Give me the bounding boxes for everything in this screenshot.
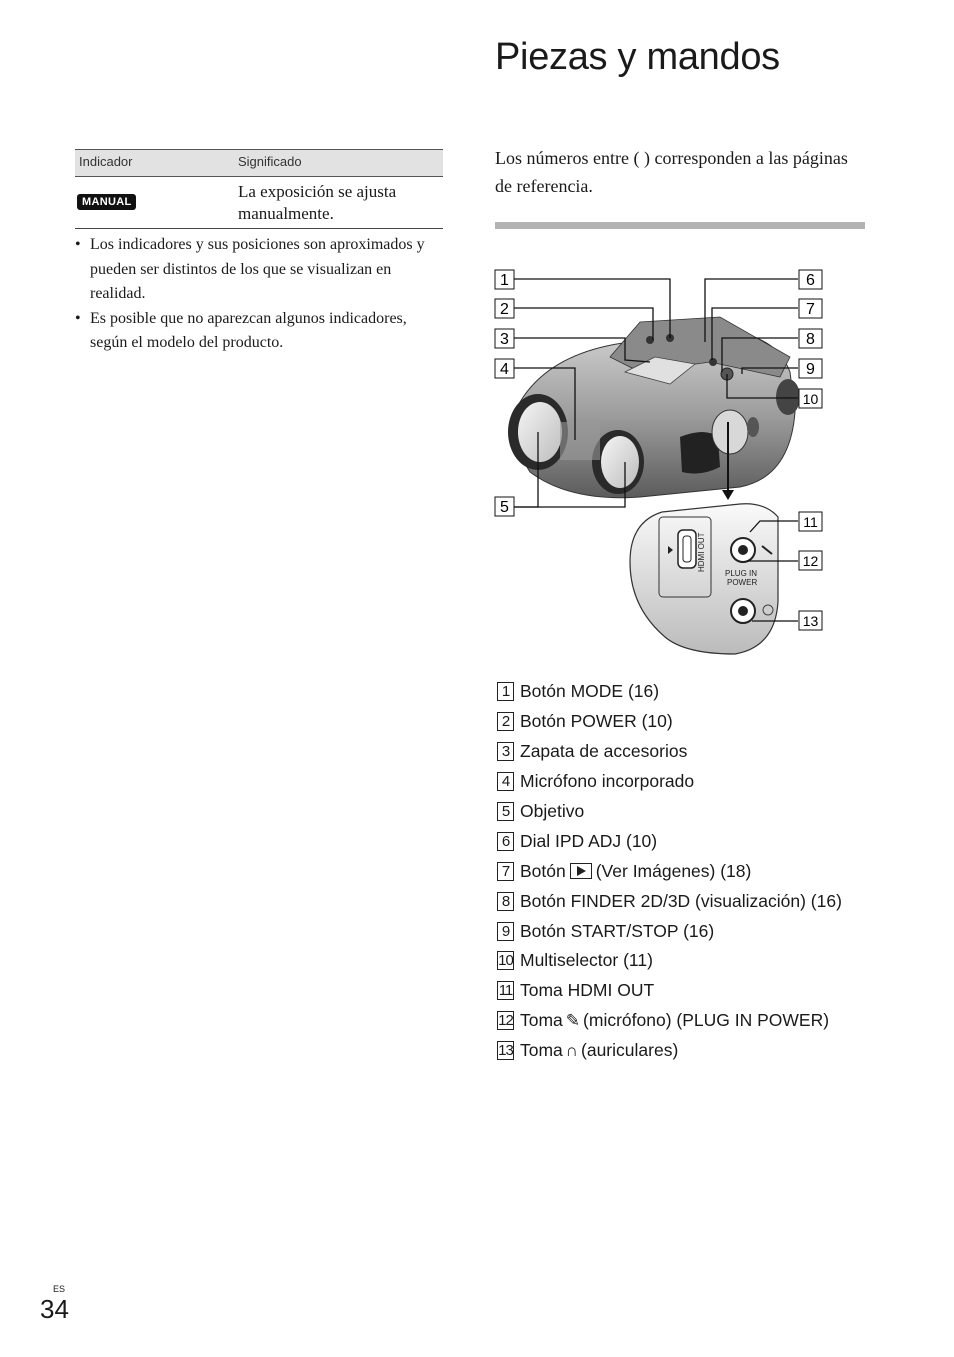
manual-badge: MANUAL [77,194,136,210]
note-text: Es posible que no aparezcan algunos indicadores, según el modelo del producto. [90,309,407,351]
list-item [497,797,842,827]
list-item [497,1036,842,1066]
legend-text: Dial IPD ADJ (10) [520,830,658,851]
legend-text-after: (Ver Imágenes) (18) [595,860,752,881]
binocular-body [508,317,800,498]
legend-text: Zapata de accesorios [520,741,688,762]
callout-8: 8 [806,331,815,348]
list-item [497,1006,842,1036]
callout-5: 5 [500,499,509,516]
callout-11: 11 [803,514,818,530]
list-item [497,916,842,946]
legend-text: Objetivo [520,801,585,821]
legend-number: 8 [497,892,514,911]
legend-text: Botón START/STOP (16) [520,920,715,941]
table-row [75,177,443,229]
legend-number: 2 [497,712,514,731]
header-indicator: Indicador [79,154,133,169]
list-item [497,677,842,707]
legend-number: 4 [497,772,514,791]
list-item [497,976,842,1006]
legend-number: 5 [497,802,514,821]
table-header [75,149,443,177]
intro-text: Los números entre ( ) corresponden a las páginas de referencia. [495,148,848,196]
legend-text: Toma [520,1010,563,1031]
list-item [497,886,842,916]
legend-text: Multiselector (11) [520,950,653,971]
list-item [497,707,842,737]
hdmi-out-label: HDMI OUT [697,532,706,572]
legend-text: Botón MODE (16) [520,681,660,702]
callout-12: 12 [802,553,819,569]
play-icon [570,863,592,879]
page-number: 34 [40,1294,69,1324]
list-item [497,826,842,856]
language-tag: ES [53,1284,66,1294]
list-item [497,767,842,797]
callout-10: 10 [802,391,819,407]
legend-number: 3 [497,742,514,761]
legend-text: Botón FINDER 2D/3D (visualización) (16) [520,890,842,911]
callout-6: 6 [806,272,815,289]
legend-text: Toma [520,1040,563,1061]
legend-number: 11 [498,982,513,1000]
parts-legend [497,677,842,1066]
indicator-table [75,149,443,229]
note-text: Los indicadores y sus posiciones son aproximados y pueden ser distintos de los que se visualizan en realidad. [90,236,425,302]
callout-13: 13 [802,613,819,629]
list-item [497,946,842,976]
note-item: • Los indicadores y sus posiciones son aproximados y pueden ser distintos de los que se visualizan en realidad. [75,236,425,302]
list-item [497,856,842,886]
legend-text: Botón [520,860,566,881]
legend-number: 13 [498,1042,513,1060]
legend-text: Botón POWER (10) [520,711,673,732]
legend-number: 7 [497,862,514,881]
notes-list [75,233,447,356]
legend-number: 10 [498,952,513,970]
legend-number: 9 [497,922,514,941]
legend-number: 6 [497,832,514,851]
callout-3: 3 [500,331,509,348]
header-meaning: Significado [238,154,302,169]
callout-2: 2 [500,301,509,318]
callout-1: 1 [500,272,509,289]
headphones-icon: ∩ [565,1040,579,1060]
callout-9: 9 [806,361,815,378]
legend-number: 12 [498,1012,513,1030]
plug-in-label: PLUG IN [725,569,758,578]
note-item: • Es posible que no aparezcan algunos indicadores, según el modelo del producto. [75,309,407,351]
power-label: POWER [727,578,758,587]
binocular-diagram [490,262,870,662]
callout-4: 4 [500,361,509,378]
legend-text: Micrófono incorporado [520,771,695,792]
page-title: Piezas y mandos [495,36,780,78]
callout-7: 7 [806,301,815,318]
microphone-icon: ✎ [565,1010,581,1030]
legend-text: Toma HDMI OUT [520,980,655,1001]
legend-text-after: (auriculares) [581,1040,679,1061]
list-item [497,737,842,767]
legend-text-after: (micrófono) (PLUG IN POWER) [583,1010,830,1031]
legend-number: 1 [497,682,514,701]
row-meaning: La exposición se ajusta manualmente. [238,182,397,223]
section-divider [495,222,865,229]
